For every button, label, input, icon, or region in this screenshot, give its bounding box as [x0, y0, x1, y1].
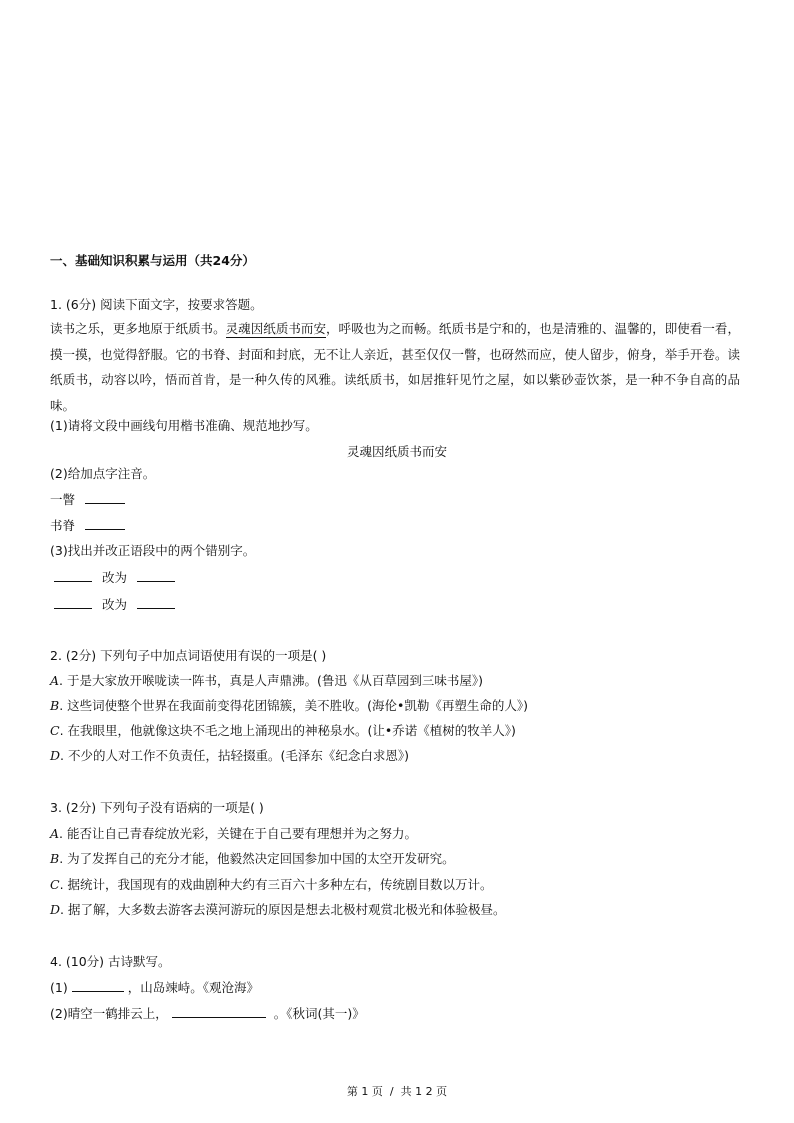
- option-text: . 于是大家放开喉咙读一阵书，真是人声鼎沸。(鲁迅《从百草园到三味书屋》): [59, 673, 483, 688]
- correct-char-2-blank[interactable]: [137, 596, 175, 609]
- pinyin2-blank[interactable]: [85, 517, 125, 530]
- q1-pinyin2-label: 书脊: [50, 518, 76, 533]
- option-letter: C: [50, 877, 60, 892]
- change-to-label: 改为: [101, 570, 127, 585]
- wrong-char-2-blank[interactable]: [54, 596, 92, 609]
- q2-option-c[interactable]: [50, 722, 516, 740]
- poem-blank-1[interactable]: [72, 979, 124, 992]
- q1-passage: [50, 316, 740, 418]
- option-text: . 不少的人对工作不负责任，拈轻掇重。(毛泽东《纪念白求恩》): [60, 748, 409, 763]
- option-letter: C: [50, 723, 60, 738]
- q3-header: 3. (2分) 下列句子没有语病的一项是( ): [50, 800, 264, 815]
- q1-sub3: (3)找出并改正语段中的两个错别字。: [50, 543, 256, 558]
- q3-option-c[interactable]: [50, 876, 493, 894]
- correct-char-1-blank[interactable]: [137, 569, 175, 582]
- q1-pinyin1-label: 一瞥: [50, 492, 76, 507]
- page-footer: 第 1 页 / 共 1 2 页: [346, 1085, 448, 1098]
- poem-blank-2[interactable]: [172, 1005, 266, 1018]
- q3-option-d[interactable]: [50, 901, 505, 919]
- option-text: . 据了解，大多数去游客去漠河游玩的原因是想去北极村观赏北极光和体验极昼。: [60, 902, 506, 917]
- q1-correction-row-2: [54, 596, 175, 614]
- option-text: . 据统计，我国现有的戏曲剧种大约有三百六十多种左右，传统剧目数以万计。: [59, 877, 493, 892]
- q1-header: 1. (6分) 阅读下面文字，按要求答题。: [50, 297, 263, 312]
- q1-passage-before: 读书之乐，更多地原于纸质书。: [50, 321, 226, 336]
- option-letter: A: [50, 826, 60, 841]
- q4-line1-suffix: ，山岛竦峙。《观沧海》: [127, 980, 259, 995]
- change-to-label: 改为: [101, 597, 127, 612]
- option-letter: D: [50, 748, 61, 763]
- q4-header: 4. (10分) 古诗默写。: [50, 954, 171, 969]
- q2-option-d[interactable]: [50, 747, 409, 765]
- section-title: 一、基础知识积累与运用（共24分）: [50, 253, 255, 268]
- q1-sub2: (2)给加点字注音。: [50, 466, 156, 481]
- q1-passage-after: ，呼吸也为之而畅。纸质书是宁和的，也是清雅的、温馨的，即使看一看，摸一摸，也觉得舒服。它的书脊、封面和封底，无不让人亲近，甚至仅仅一瞥，也砑然而应，使人留步，俯身，举手开卷。读纸质书，动容以吟，悟而首肯，是一种久传的风雅。读纸质书，如居推轩见竹之屋，如以紫砂壶饮茶，是一种不争自高的品味。: [50, 321, 740, 413]
- q1-underlined-sentence: 灵魂因纸质书而安: [225, 321, 327, 336]
- wrong-char-1-blank[interactable]: [54, 569, 92, 582]
- option-letter: B: [50, 851, 60, 866]
- option-letter: B: [50, 698, 60, 713]
- q4-line2-prefix: (2)晴空一鹤排云上，: [50, 1006, 168, 1021]
- q1-pinyin-row-2: [50, 517, 125, 535]
- q4-line-1: [50, 979, 259, 997]
- pinyin1-blank[interactable]: [85, 491, 125, 504]
- option-text: . 能否让自己青春绽放光彩，关键在于自己要有理想并为之努力。: [59, 826, 417, 841]
- q2-option-a[interactable]: [50, 672, 483, 690]
- q1-correction-row-1: [54, 569, 175, 587]
- q4-line-2: [50, 1005, 365, 1023]
- option-letter: D: [50, 902, 61, 917]
- q2-header: 2. (2分) 下列句子中加点词语使用有误的一项是( ): [50, 648, 327, 663]
- option-text: . 为了发挥自己的充分才能，他毅然决定回国参加中国的太空开发研究。: [59, 851, 455, 866]
- q4-line1-prefix: (1): [50, 980, 68, 995]
- q2-option-b[interactable]: [50, 697, 528, 715]
- q1-sub1: (1)请将文段中画线句用楷书准确、规范地抄写。: [50, 418, 318, 433]
- q1-copy-text: 灵魂因纸质书而安: [346, 444, 447, 459]
- q3-option-a[interactable]: [50, 825, 417, 843]
- q4-line2-suffix: 。《秋词(其一)》: [273, 1006, 365, 1021]
- q3-option-b[interactable]: [50, 850, 455, 868]
- option-letter: A: [50, 673, 60, 688]
- option-text: . 在我眼里，他就像这块不毛之地上涌现出的神秘泉水。(让•乔诺《植树的牧羊人》): [59, 723, 516, 738]
- q1-pinyin-row-1: [50, 491, 125, 509]
- option-text: . 这些词使整个世界在我面前变得花团锦簇，美不胜收。(海伦•凯勒《再塑生命的人》): [59, 698, 529, 713]
